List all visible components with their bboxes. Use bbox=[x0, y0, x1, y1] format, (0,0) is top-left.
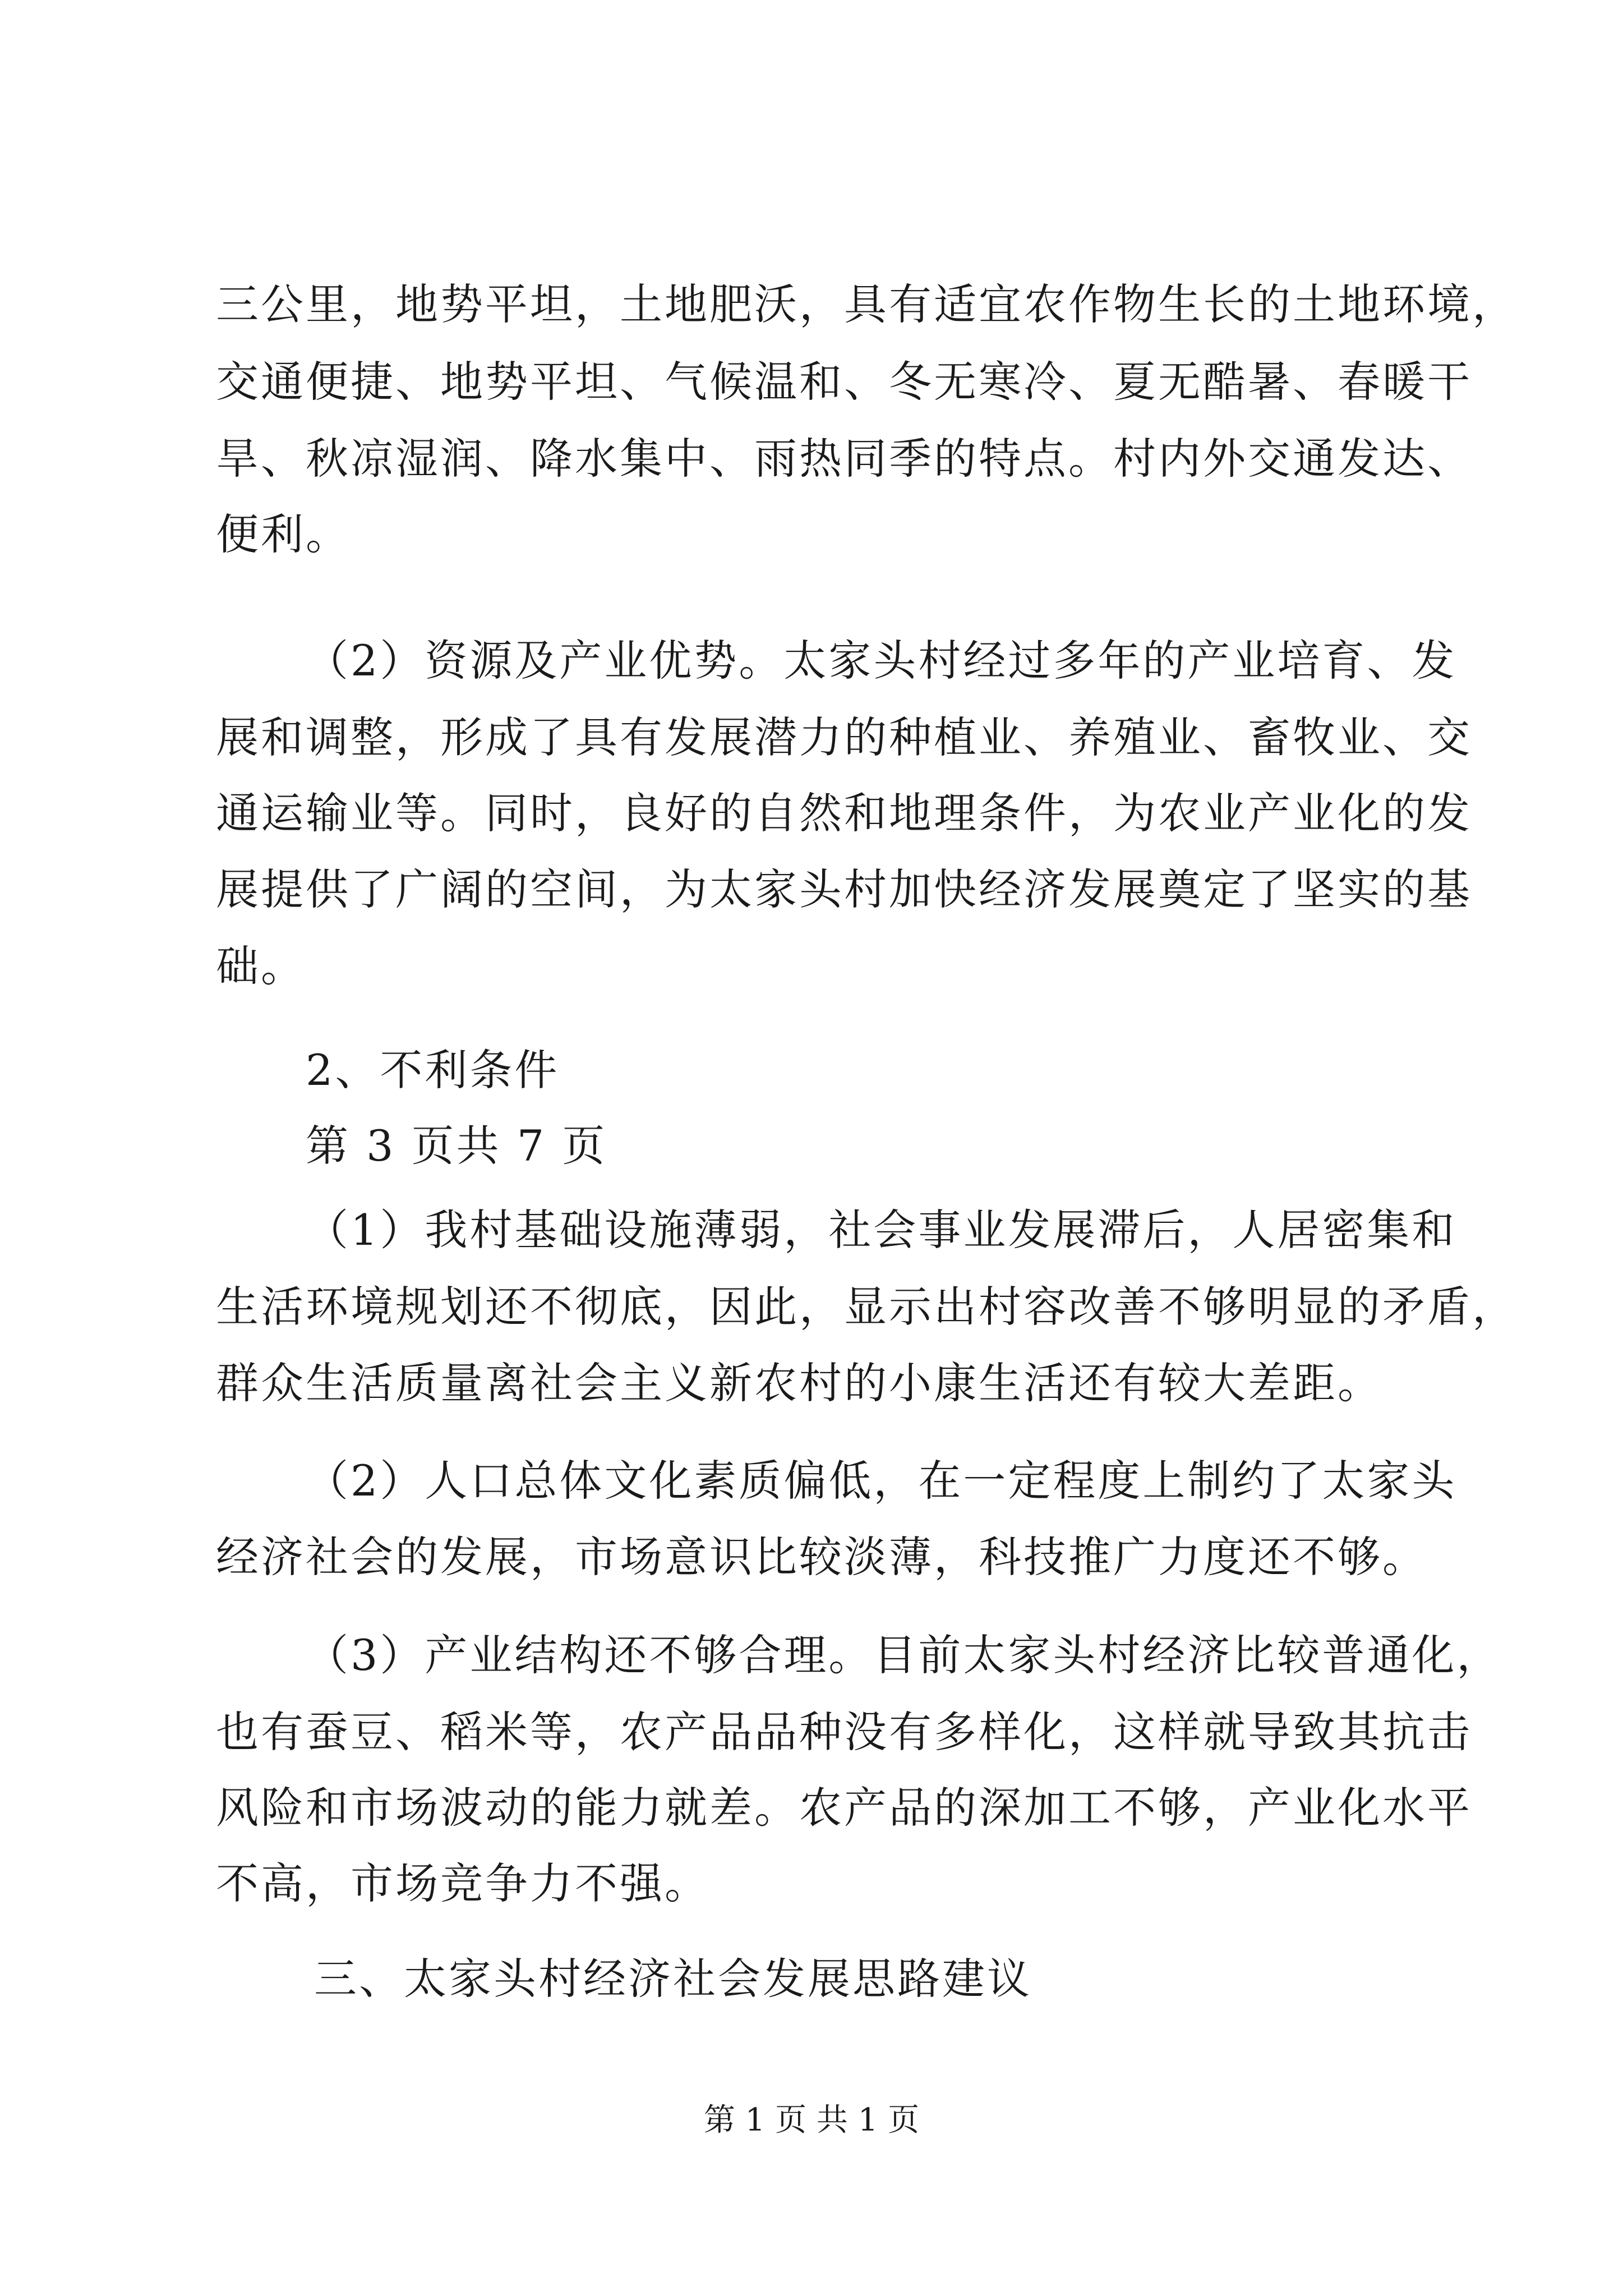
paragraph-line: 础。 bbox=[216, 941, 306, 991]
paragraph-line: 不高，市场竞争力不强。 bbox=[216, 1858, 709, 1908]
paragraph-line: 交通便捷、地势平坦、气候温和、冬无寒冷、夏无酷暑、春暖干 bbox=[216, 357, 1472, 407]
paragraph-line: 展和调整，形成了具有发展潜力的种植业、养殖业、畜牧业、交 bbox=[216, 712, 1472, 762]
section-heading: 三、太家头村经济社会发展思路建议 bbox=[314, 1954, 1032, 2004]
paragraph-line: （2）人口总体文化素质偏低，在一定程度上制约了太家头 bbox=[306, 1456, 1457, 1506]
page-footer: 第 1 页 共 1 页 bbox=[703, 2102, 920, 2138]
paragraph-line: 风险和市场波动的能力就差。农产品的深加工不够，产业化水平 bbox=[216, 1783, 1472, 1833]
paragraph-line: 通运输业等。同时，良好的自然和地理条件，为农业产业化的发 bbox=[216, 788, 1472, 838]
paragraph-line: 旱、秋凉湿润、降水集中、雨热同季的特点。村内外交通发达、 bbox=[216, 434, 1472, 484]
paragraph-line: （2）资源及产业优势。太家头村经过多年的产业培育、发 bbox=[306, 636, 1457, 685]
paragraph-line: 便利。 bbox=[216, 509, 351, 559]
paragraph-line: （3）产业结构还不够合理。目前太家头村经济比较普通化， bbox=[306, 1630, 1502, 1680]
paragraph-line: （1）我村基础设施薄弱，社会事业发展滞后，人居密集和 bbox=[306, 1205, 1457, 1255]
paragraph-line: 三公里，地势平坦，土地肥沃，具有适宜农作物生长的土地环境， bbox=[216, 279, 1517, 329]
paragraph-line: 也有蚕豆、稻米等，农产品品种没有多样化，这样就导致其抗击 bbox=[216, 1707, 1472, 1757]
section-heading: 2、不利条件 bbox=[306, 1045, 560, 1095]
page-marker-text: 第 3 页共 7 页 bbox=[306, 1121, 607, 1171]
paragraph-line: 展提供了广阔的空间，为太家头村加快经济发展奠定了坚实的基 bbox=[216, 864, 1472, 914]
paragraph-line: 经济社会的发展，市场意识比较淡薄，科技推广力度还不够。 bbox=[216, 1532, 1427, 1582]
paragraph-line: 生活环境规划还不彻底，因此，显示出村容改善不够明显的矛盾， bbox=[216, 1282, 1517, 1332]
paragraph-line: 群众生活质量离社会主义新农村的小康生活还有较大差距。 bbox=[216, 1358, 1382, 1408]
